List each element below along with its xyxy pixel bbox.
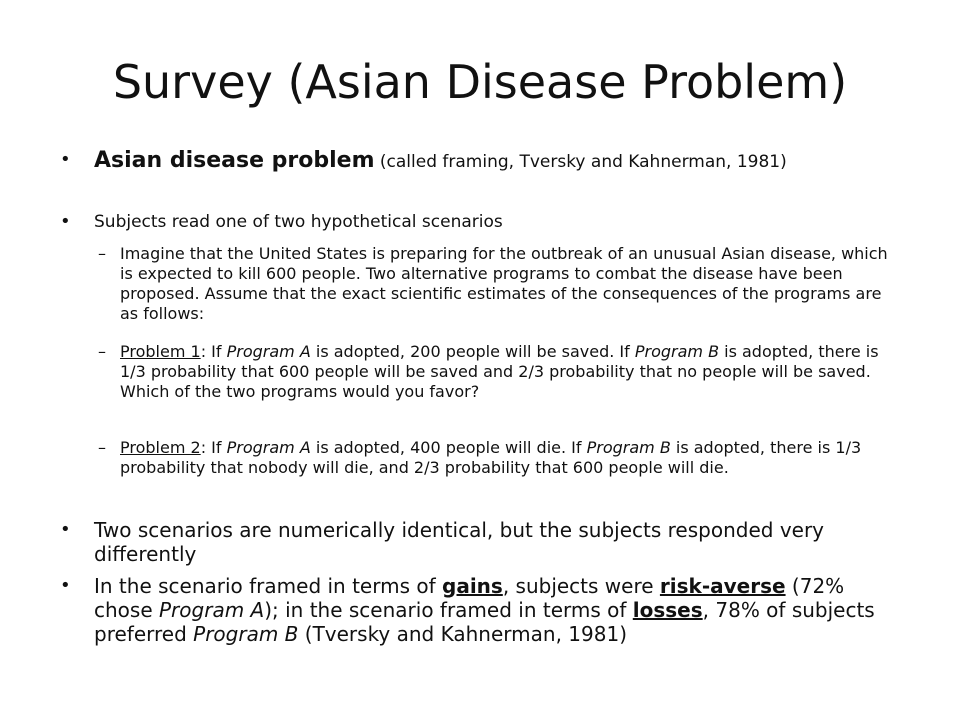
program-b: Program B: [634, 342, 720, 361]
bullet-text: Two scenarios are numerically identical, but the subjects responded very differently: [94, 518, 825, 566]
bullet-icon: •: [60, 575, 71, 596]
program-a: Program A: [226, 342, 311, 361]
bullet-heading: Asian disease problem: [94, 148, 375, 173]
bullet-icon: •: [60, 211, 71, 232]
bullet-subjects: [60, 210, 900, 234]
bullet-framing-result: • In the scenario framed in terms of gains, subjects were risk-averse (72% chose Program A); in the scenario framed in terms of losses, 78% of subjects preferred Program B (Tversky and Kahnerman, 1981): [60, 574, 875, 646]
problem-label: Problem 2: [120, 438, 201, 457]
dash-icon: –: [98, 342, 106, 361]
gains-term: gains: [442, 574, 503, 598]
bullet-icon: •: [60, 519, 71, 540]
dash-icon: –: [98, 438, 106, 457]
bullet-citation: (called framing, Tversky and Kahnerman, 1981): [374, 152, 787, 172]
bullet-numerically-identical: [60, 518, 890, 566]
dash-icon: –: [98, 244, 106, 263]
bullet-icon: •: [60, 149, 71, 170]
program-b: Program B: [193, 622, 299, 646]
bullet-asian-disease: [60, 148, 900, 174]
program-a: Program A: [226, 438, 311, 457]
sub-item-problem-2: – Problem 2: If Program A is adopted, 400 people will die. If Program B is adopted, there is 1/3 probability that nobody will die, and 2/3 probability that 600 people will die.: [98, 438, 862, 477]
sub-item-problem-1: – Problem 1: If Program A is adopted, 200 people will be saved. If Program B is adopted, there is 1/3 probability that 600 people will be saved and 2/3 probability that no people will be saved. Which of the two programs would you favor?: [98, 342, 879, 401]
sub-item-imagine: [98, 244, 888, 324]
risk-averse-term: risk-averse: [659, 574, 786, 598]
program-b: Program B: [586, 438, 671, 457]
slide-title: Survey (Asian Disease Problem): [112, 55, 848, 109]
problem-label: Problem 1: [120, 342, 201, 361]
sub-item-text: Imagine that the United States is preparing for the outbreak of an unusual Asian disease, which is expected to kill 600 people. Two alternative programs to combat the disease have been proposed. Assume that the exact scientific estimates of the consequences of the programs are as follows:: [120, 244, 888, 323]
program-a: Program A: [159, 598, 265, 622]
bullet-text: Subjects read one of two hypothetical scenarios: [94, 212, 503, 232]
losses-term: losses: [632, 598, 703, 622]
